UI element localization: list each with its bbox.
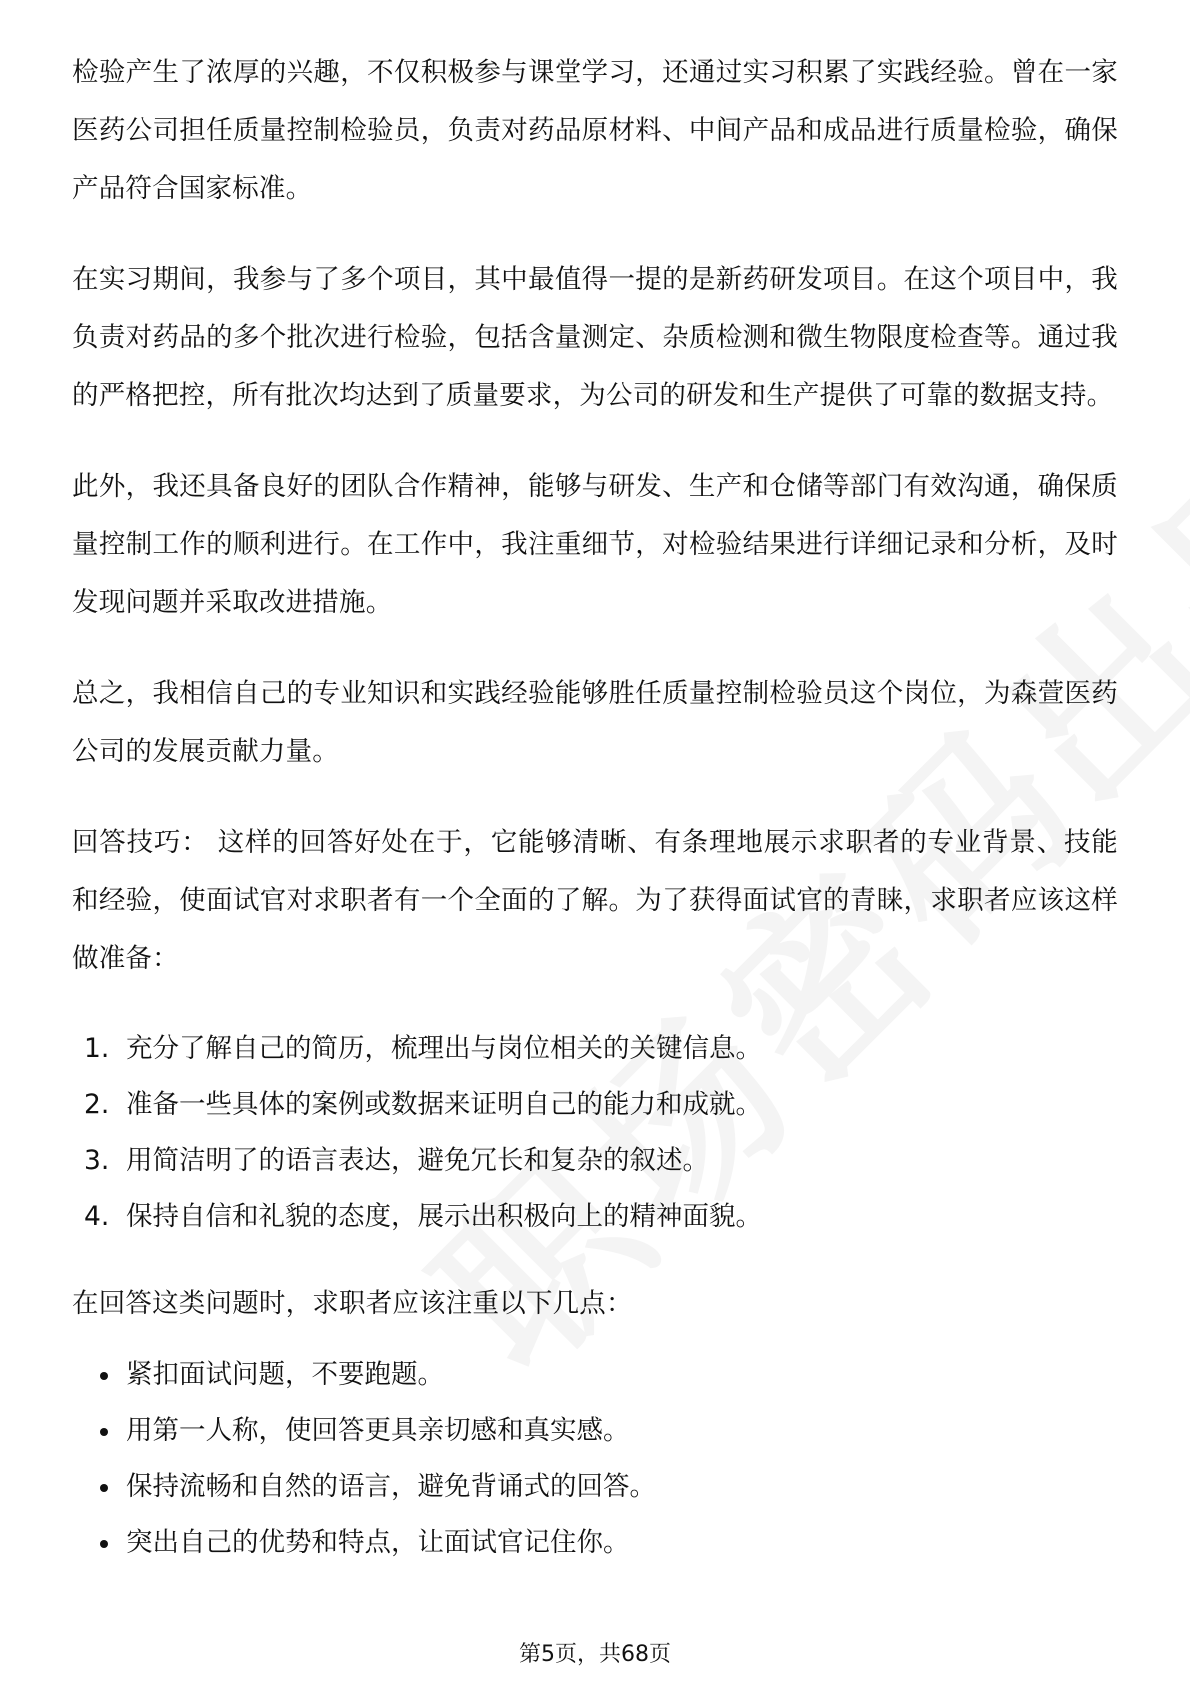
preparation-list: [72, 1021, 1118, 1245]
list-item-number: 2.: [84, 1089, 110, 1120]
list-item-number: 3.: [84, 1145, 110, 1176]
bullet-item: [72, 1403, 1118, 1459]
answer-tips-paragraph: 回答技巧： 这样的回答好处在于，它能够清晰、有条理地展示求职者的专业背景、技能和经验，使面试官对求职者有一个全面的了解。为了获得面试官的青睐，求职者应该这样做准备：: [72, 827, 1118, 974]
list-item: [72, 1133, 1118, 1189]
list-item-text: 准备一些具体的案例或数据来证明自己的能力和成就。: [126, 1089, 762, 1120]
bullet-item-text: 用第一人称，使回答更具亲切感和真实感。: [126, 1415, 630, 1446]
bullet-item-text: 紧扣面试问题，不要跑题。: [126, 1359, 444, 1390]
list-item-text: 用简洁明了的语言表达，避免冗长和复杂的叙述。: [126, 1145, 709, 1176]
bullet-item-text: 保持流畅和自然的语言，避免背诵式的回答。: [126, 1471, 656, 1502]
paragraph-3: 此外，我还具备良好的团队合作精神，能够与研发、生产和仓储等部门有效沟通，确保质量控制工作的顺利进行。在工作中，我注重细节，对检验结果进行详细记录和分析，及时发现问题并采取改进措施。: [72, 471, 1118, 618]
list-item: [72, 1021, 1118, 1077]
list-item-number: 4.: [84, 1201, 110, 1232]
key-points-list: [72, 1333, 1118, 1571]
page-content: [72, 44, 1118, 1571]
paragraph-2: 在实习期间，我参与了多个项目，其中最值得一提的是新药研发项目。在这个项目中，我负责对药品的多个批次进行检验，包括含量测定、杂质检测和微生物限度检查等。通过我的严格把控，所有批次均达到了质量要求，为公司的研发和生产提供了可靠的数据支持。: [72, 264, 1118, 411]
bullet-item: [72, 1459, 1118, 1515]
list-item-number: 1.: [84, 1033, 110, 1064]
bullet-item: [72, 1515, 1118, 1571]
page-number-footer: 第5页，共68页: [519, 1642, 671, 1667]
list-item-text: 保持自信和礼貌的态度，展示出积极向上的精神面貌。: [126, 1201, 762, 1232]
bullet-dot-icon: [100, 1540, 108, 1548]
paragraph-1: 检验产生了浓厚的兴趣，不仅积极参与课堂学习，还通过实习积累了实践经验。曾在一家医药公司担任质量控制检验员，负责对药品原材料、中间产品和成品进行质量检验，确保产品符合国家标准。: [72, 57, 1118, 204]
list-item: [72, 1077, 1118, 1133]
bullet-item-text: 突出自己的优势和特点，让面试官记住你。: [126, 1527, 630, 1558]
bullet-dot-icon: [100, 1428, 108, 1436]
list-item: [72, 1189, 1118, 1245]
bullet-dot-icon: [100, 1484, 108, 1492]
list-item-text: 充分了解自己的简历，梳理出与岗位相关的关键信息。: [126, 1033, 762, 1064]
bullet-dot-icon: [100, 1372, 108, 1380]
bullet-item: [72, 1347, 1118, 1403]
paragraph-4: 总之，我相信自己的专业知识和实践经验能够胜任质量控制检验员这个岗位，为森萱医药公司的发展贡献力量。: [72, 678, 1118, 767]
bullets-intro: 在回答这类问题时，求职者应该注重以下几点：: [72, 1288, 633, 1319]
